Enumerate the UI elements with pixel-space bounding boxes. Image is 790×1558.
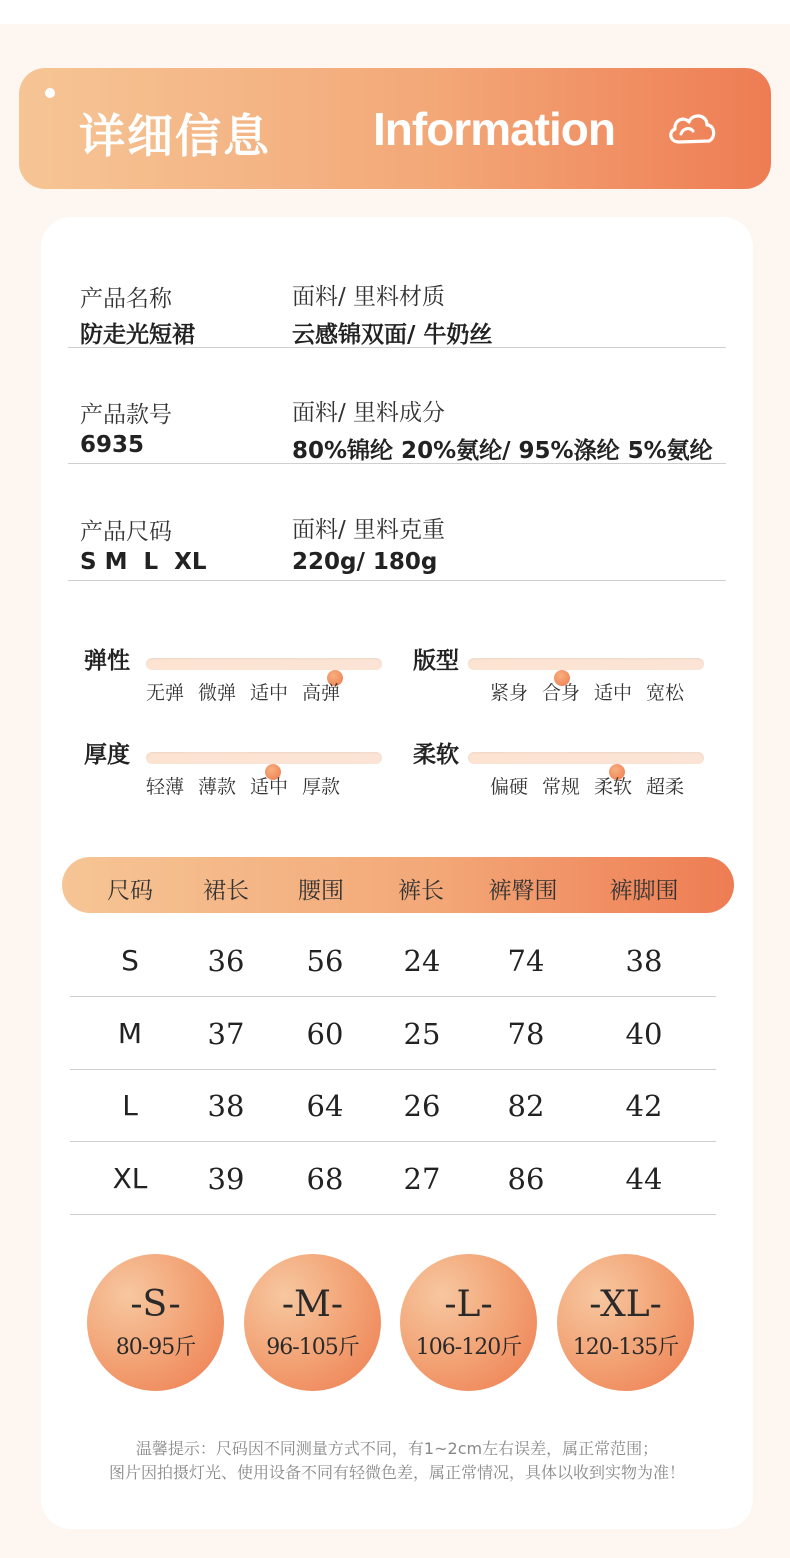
header-size: 尺码 bbox=[107, 878, 153, 904]
table-cell: XL bbox=[112, 1162, 148, 1195]
info-row bbox=[68, 232, 726, 348]
material-label: 面料/ 里料材质 bbox=[292, 284, 446, 310]
table-cell: 40 bbox=[625, 1017, 663, 1051]
table-cell: 78 bbox=[507, 1017, 545, 1051]
slider-option: 常规 bbox=[542, 776, 581, 798]
header-pants-length: 裤长 bbox=[398, 878, 444, 904]
elasticity-slider bbox=[84, 642, 384, 712]
table-row bbox=[70, 1069, 716, 1142]
slider-option: 宽松 bbox=[646, 682, 685, 704]
weight-circle-l bbox=[400, 1254, 537, 1391]
slider-option: 适中 bbox=[250, 682, 289, 704]
table-cell: 38 bbox=[207, 1089, 245, 1123]
table-cell: S bbox=[121, 944, 139, 977]
header-leg-opening: 裤脚围 bbox=[609, 878, 679, 904]
table-cell: 86 bbox=[507, 1162, 545, 1196]
product-name-label: 产品名称 bbox=[80, 286, 172, 312]
slider-track bbox=[468, 752, 704, 764]
title-en: Information bbox=[373, 103, 615, 155]
table-cell: 82 bbox=[507, 1089, 545, 1123]
table-cell: 39 bbox=[207, 1162, 245, 1196]
product-code-value: 6935 bbox=[80, 432, 145, 458]
table-cell: M bbox=[117, 1017, 143, 1050]
slider-option: 厚款 bbox=[302, 776, 341, 798]
weight-range: 120-135斤 bbox=[572, 1335, 679, 1360]
cloud-icon bbox=[665, 108, 719, 148]
weight-size: -XL- bbox=[589, 1284, 662, 1325]
header-banner bbox=[19, 68, 771, 189]
elasticity-label: 弹性 bbox=[84, 648, 130, 674]
slider-option: 超柔 bbox=[646, 776, 685, 798]
product-code-label: 产品款号 bbox=[80, 402, 172, 428]
slider-track bbox=[468, 658, 704, 670]
table-row bbox=[70, 924, 716, 997]
weight-size: -M- bbox=[281, 1284, 344, 1325]
info-row bbox=[68, 465, 726, 581]
tip-line-2: 图片因拍摄灯光、使用设备不同有轻微色差，属正常情况，具体以收到实物为准！ bbox=[108, 1463, 685, 1482]
product-size-label: 产品尺码 bbox=[80, 519, 172, 545]
weight-circle-xl bbox=[557, 1254, 694, 1391]
table-cell: 42 bbox=[625, 1089, 663, 1123]
table-cell: 64 bbox=[306, 1089, 344, 1123]
slider-option: 适中 bbox=[250, 776, 289, 798]
table-cell: 56 bbox=[306, 944, 344, 978]
table-cell: 44 bbox=[625, 1162, 663, 1196]
table-cell: 26 bbox=[403, 1089, 441, 1123]
slider-option: 薄款 bbox=[198, 776, 237, 798]
composition-label: 面料/ 里料成分 bbox=[292, 400, 446, 426]
slider-option: 无弹 bbox=[146, 682, 185, 704]
table-row bbox=[70, 997, 716, 1070]
weight-size: -L- bbox=[444, 1284, 493, 1325]
softness-label: 柔软 bbox=[413, 742, 459, 768]
slider-option: 偏硬 bbox=[490, 776, 529, 798]
table-cell: 60 bbox=[306, 1017, 344, 1051]
product-size-value: S M L XL bbox=[80, 549, 207, 575]
weight-circle-m bbox=[244, 1254, 381, 1391]
weight-value: 220g/ 180g bbox=[292, 549, 438, 575]
softness-slider bbox=[413, 736, 713, 806]
table-cell: 27 bbox=[403, 1162, 441, 1196]
slider-option: 紧身 bbox=[490, 682, 529, 704]
slider-option: 高弹 bbox=[302, 682, 341, 704]
table-cell: 68 bbox=[306, 1162, 344, 1196]
table-cell: L bbox=[122, 1089, 138, 1122]
table-cell: 74 bbox=[507, 944, 545, 978]
weight-label: 面料/ 里料克重 bbox=[292, 517, 446, 543]
size-table-header bbox=[62, 857, 734, 913]
weight-range: 96-105斤 bbox=[266, 1335, 359, 1360]
weight-range: 80-95斤 bbox=[115, 1335, 196, 1360]
slider-track bbox=[146, 752, 382, 764]
table-cell: 37 bbox=[207, 1017, 245, 1051]
top-strip bbox=[0, 0, 790, 24]
banner-dot bbox=[45, 88, 55, 98]
slider-option: 适中 bbox=[594, 682, 633, 704]
slider-track bbox=[146, 658, 382, 670]
slider-option: 柔软 bbox=[594, 776, 633, 798]
table-cell: 24 bbox=[403, 944, 441, 978]
fit-slider bbox=[413, 642, 713, 712]
header-skirt-length: 裙长 bbox=[203, 878, 249, 904]
weight-size: -S- bbox=[130, 1284, 181, 1325]
table-row bbox=[70, 1142, 716, 1215]
composition-value: 80%锦纶 20%氨纶/ 95%涤纶 5%氨纶 bbox=[292, 438, 713, 464]
header-hip: 裤臀围 bbox=[488, 878, 558, 904]
thickness-slider bbox=[84, 736, 384, 806]
title-cn: 详细信息 bbox=[79, 109, 271, 163]
tip-line-1: 温馨提示：尺码因不同测量方式不同，有1~2cm左右误差，属正常范围； bbox=[135, 1439, 659, 1458]
table-cell: 25 bbox=[403, 1017, 441, 1051]
material-value: 云感锦双面/ 牛奶丝 bbox=[292, 322, 493, 348]
fit-label: 版型 bbox=[413, 648, 459, 674]
table-cell: 38 bbox=[625, 944, 663, 978]
weight-circle-s bbox=[87, 1254, 224, 1391]
slider-option: 轻薄 bbox=[146, 776, 185, 798]
product-name-value: 防走光短裙 bbox=[80, 322, 195, 348]
weight-range: 106-120斤 bbox=[415, 1335, 522, 1360]
thickness-label: 厚度 bbox=[84, 742, 130, 768]
header-waist: 腰围 bbox=[298, 878, 344, 904]
info-row bbox=[68, 348, 726, 464]
table-cell: 36 bbox=[207, 944, 245, 978]
slider-option: 合身 bbox=[542, 682, 581, 704]
slider-option: 微弹 bbox=[198, 682, 237, 704]
